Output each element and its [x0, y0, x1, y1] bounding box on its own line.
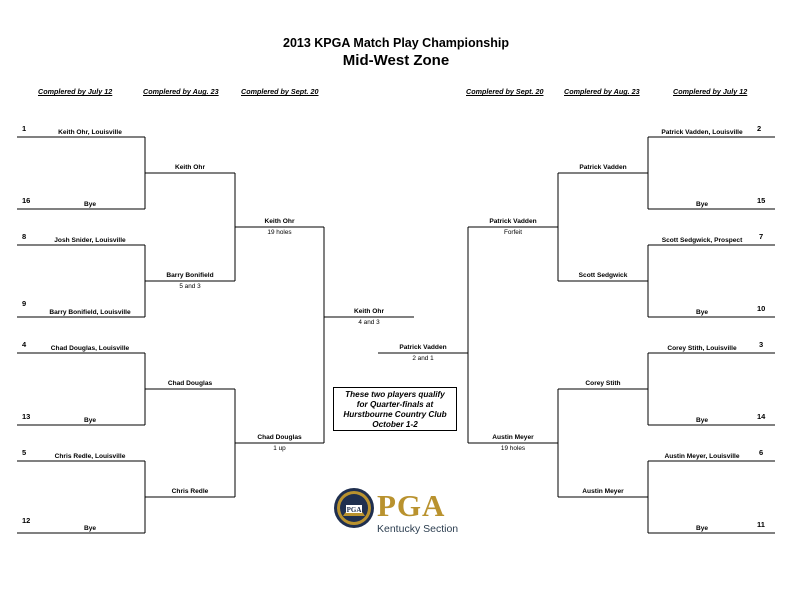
seed-number: 4	[22, 340, 27, 349]
match-score: 4 and 3	[358, 319, 380, 326]
seed-number: 6	[759, 448, 764, 457]
player-name: Chris Redle, Louisville	[54, 453, 126, 460]
note-line: These two players qualify	[345, 390, 445, 399]
winner-name: Patrick Vadden	[489, 218, 537, 225]
page-subtitle: Mid-West Zone	[342, 52, 450, 69]
qualification-note	[333, 387, 457, 431]
winner-name: Chad Douglas	[257, 434, 302, 441]
zone-finalist-right: Patrick Vadden	[399, 344, 447, 351]
seed-number: 9	[22, 299, 27, 308]
seed-number: 12	[22, 516, 31, 525]
player-name: Bye	[83, 525, 97, 532]
player-name: Bye	[83, 201, 97, 208]
player-name: Corey Stith, Louisville	[667, 345, 737, 352]
winner-name: Patrick Vadden	[579, 164, 627, 171]
seed-number: 14	[757, 412, 766, 421]
seed-number: 13	[22, 412, 31, 421]
seed-number: 11	[757, 520, 765, 529]
winner-name: Chad Douglas	[167, 380, 213, 387]
player-name: Bye	[695, 201, 709, 208]
left-round1-deadline: Complered by July 12	[38, 87, 113, 96]
winner-name: Corey Stith	[585, 380, 621, 387]
seed-number: 5	[22, 448, 27, 457]
match-score: 1 up	[273, 445, 286, 452]
player-name: Patrick Vadden, Louisville	[661, 129, 743, 136]
match-score: 19 holes	[267, 229, 292, 236]
winner-name: Keith Ohr	[264, 218, 295, 225]
player-name: Austin Meyer, Louisville	[664, 453, 740, 460]
match-score: 5 and 3	[179, 283, 201, 290]
player-name: Chad Douglas, Louisville	[50, 345, 130, 352]
seed-number: 3	[759, 340, 764, 349]
winner-name: Keith Ohr	[174, 164, 206, 171]
player-name: Scott Sedgwick, Prospect	[661, 237, 743, 244]
seed-number: 16	[22, 196, 31, 205]
match-score: 19 holes	[500, 445, 526, 452]
left-round2-deadline: Complered by Aug. 23	[143, 87, 219, 96]
player-name: Bye	[83, 417, 97, 424]
winner-name: Austin Meyer	[582, 488, 624, 495]
player-name: Bye	[695, 417, 709, 424]
pga-wordmark: PGA	[377, 488, 446, 523]
match-score: Forfeit	[503, 229, 523, 236]
winner-name: Austin Meyer	[492, 434, 534, 441]
winner-name: Chris Redle	[171, 488, 209, 495]
seed-number: 7	[759, 232, 764, 241]
player-name: Bye	[695, 309, 709, 316]
player-name: Barry Bonifield, Louisville	[49, 309, 131, 316]
winner-name: Scott Sedgwick	[578, 272, 628, 279]
note-line: Hurstbourne Country Club	[343, 410, 447, 419]
player-name: Josh Snider, Louisville	[54, 237, 126, 244]
page-title: 2013 KPGA Match Play Championship	[283, 36, 509, 50]
left-round3-deadline: Complered by Sept. 20	[241, 87, 319, 96]
right-round3-deadline: Complered by Sept. 20	[466, 87, 544, 96]
seed-number: 1	[22, 124, 27, 133]
match-score: 2 and 1	[412, 355, 434, 362]
winner-name: Barry Bonifield	[166, 272, 214, 279]
pga-emblem-icon	[333, 486, 375, 530]
seed-number: 15	[757, 196, 766, 205]
seed-number: 8	[22, 232, 27, 241]
right-round2-deadline: Complered by Aug. 23	[564, 87, 640, 96]
note-line: October 1-2	[372, 420, 418, 429]
section-name: Kentucky Section	[377, 523, 459, 535]
seed-number: 2	[757, 124, 762, 133]
player-name: Keith Ohr, Louisville	[58, 129, 122, 136]
seed-number: 10	[757, 304, 766, 313]
note-line: for Quarter-finals at	[356, 400, 434, 409]
pga-kentucky-logo	[333, 486, 473, 538]
emblem-text: PGA	[346, 506, 362, 514]
right-round1-deadline: Complered by July 12	[673, 87, 748, 96]
zone-finalist-left: Keith Ohr	[353, 308, 385, 315]
player-name: Bye	[695, 525, 709, 532]
